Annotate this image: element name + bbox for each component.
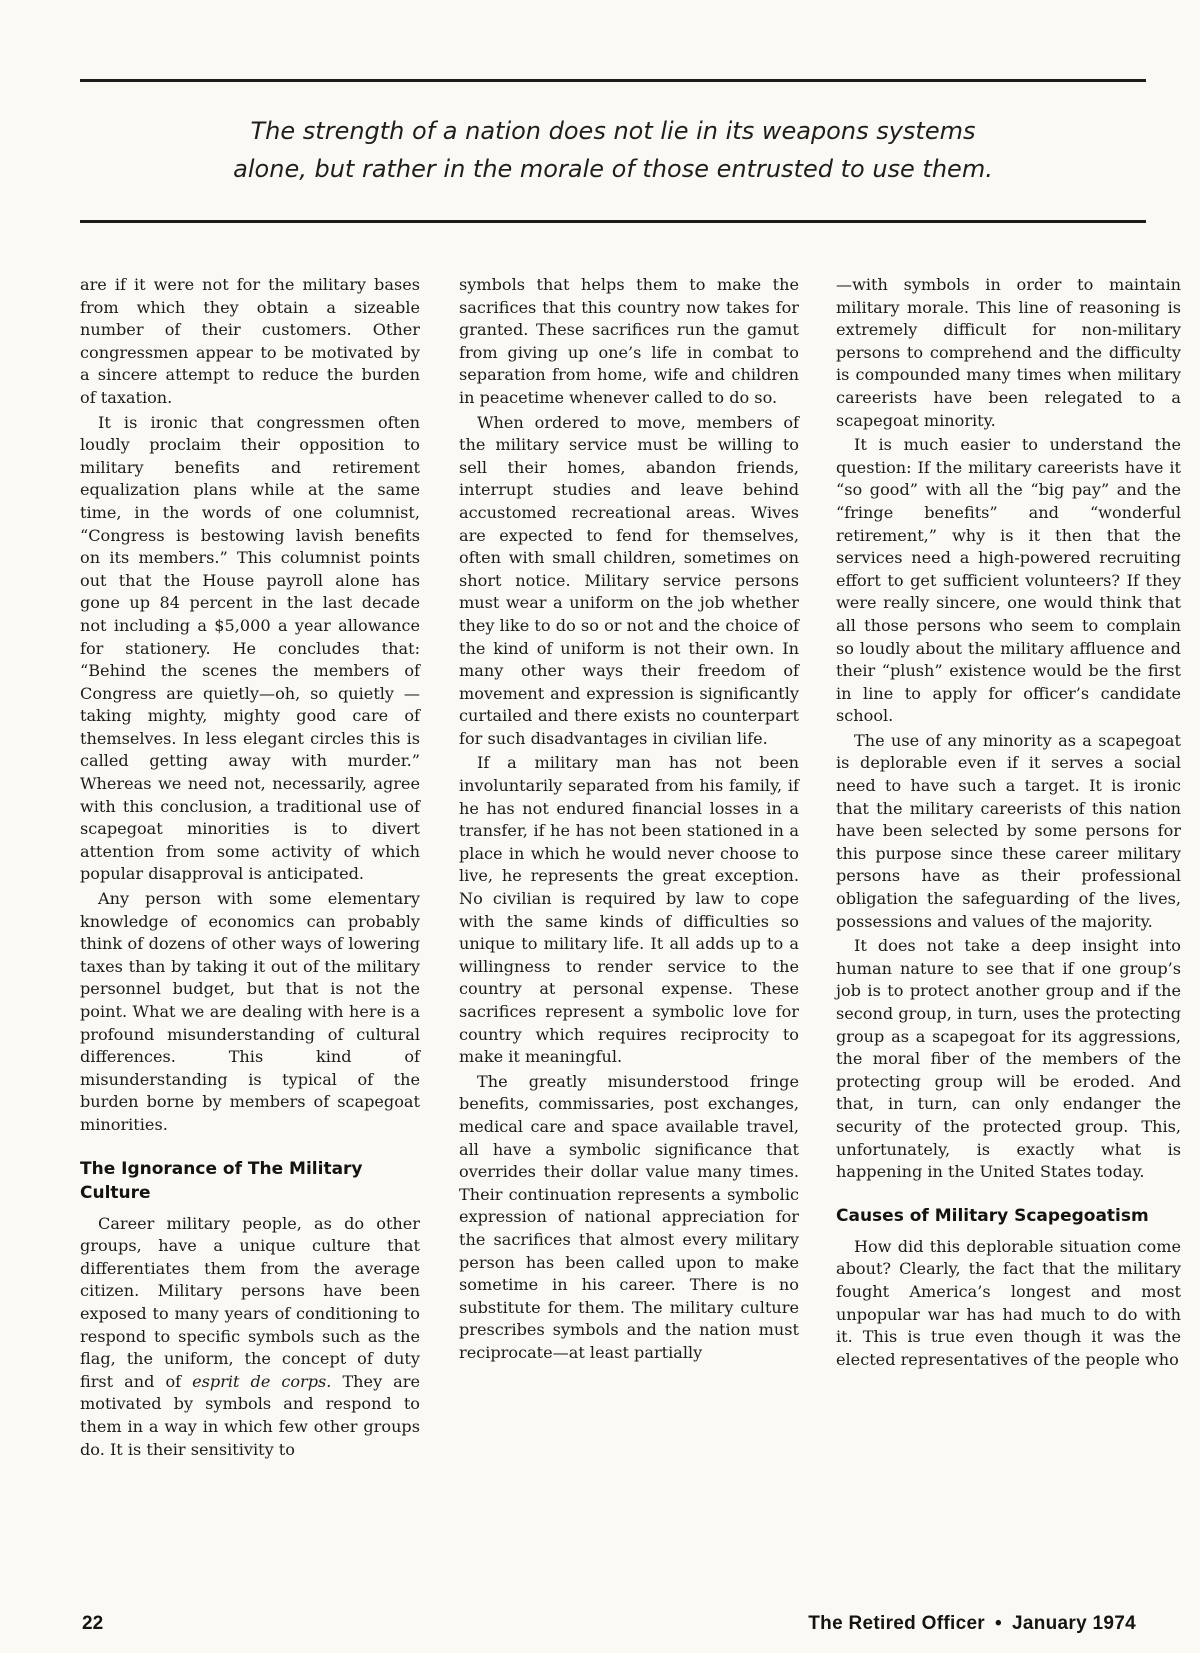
paragraph-text: Career military people, as do other groups, have a unique culture that differentiates them from the average citizen. Military persons have been exposed to many years of conditioning to respond to specific symbols such as the flag, the uniform, the concept of duty first and of <box>80 1213 420 1391</box>
bottom-rule <box>80 220 1146 223</box>
paragraph: —with symbols in order to maintain military morale. This line of reasoning is extremely difficult for non-military persons to comprehend and the difficulty is compounded many times when military careerists have been relegated to a scapegoat minority. <box>836 275 1181 430</box>
publication-name: The Retired Officer <box>808 1613 986 1634</box>
paragraph: The use of any minority as a scapegoat is deplorable even if it serves a social need to have such a target. It is ironic that the military careerists of this nation have been selected by some persons for this purpose since these career military persons have as their professional obligation the safeguarding of the lives, possessions and values of the majority. <box>836 730 1181 931</box>
issue-date: January 1974 <box>1011 1613 1136 1634</box>
paragraph: are if it were not for the military bases from which they obtain a sizeable number of their customers. Other congressmen appear to be motivated by a sincere attempt to reduce the burden of taxation. <box>80 275 420 407</box>
paragraph: symbols that helps them to make the sacrifices that this country now takes for granted. These sacrifices run the gamut from giving up one’s life in combat to separation from home, wife and children in peacetime whenever called to do so. <box>459 275 799 407</box>
pull-quote-line-2: alone, but rather in the morale of those entrusted to use them. <box>233 155 993 183</box>
top-rule <box>80 79 1146 82</box>
paragraph: It does not take a deep insight into human nature to see that if one group’s job is to protect another group and if the second group, in turn, uses the protecting group as a scapegoat for its aggressions, the moral fiber of the members of the protecting group will be eroded. And that, in turn, can only endanger the security of the protected group. This, unfortunately, is exactly what is happening in the United States today. <box>836 936 1181 1182</box>
article-column-3 <box>836 274 1181 1373</box>
paragraph: Any person with some elementary knowledge of economics can probably think of dozens of other ways of lowering taxes than by taking it out of the military personnel budget, but that is not the point. What we are dealing with here is a profound misunderstanding of cultural differences. This kind of misunderstanding is typical of the burden borne by members of scapegoat minorities. <box>80 889 420 1134</box>
page-number: 22 <box>82 1613 104 1634</box>
pull-quote <box>80 112 1146 188</box>
paragraph: It is ironic that congressmen often loudly proclaim their opposition to military benefits and retirement equalization plans while at the same time, in the words of one columnist, “Congress is bestowing lavish benefits on its members.” This columnist points out that the House payroll alone has gone up 84 percent in the last decade not including a $5,000 a year allowance for stationery. He concludes that: “Behind the scenes the members of Congress are quietly—oh, so quietly —taking mighty, mighty good care of themselves. In less elegant circles this is called getting away with murder.” Whereas we need not, necessarily, agree with this conclusion, a traditional use of scapegoat minorities is to divert attention from some activity of which popular disapproval is anticipated. <box>80 412 420 884</box>
paragraph: The greatly misunderstood fringe benefits, commissaries, post exchanges, medical care and space available travel, all have a symbolic significance that overrides their dollar value many times. Their continuation represents a symbolic expression of national appreciation for the sacrifices that almost every military person has been called upon to make sometime in his career. There is no substitute for them. The military culture prescribes symbols and the nation must reciprocate—at least partially <box>459 1071 799 1362</box>
paragraph: It is much easier to understand the question: If the military careerists have it “so good” with all the “big pay” and the “fringe benefits” and “wonderful retirement,” why is it then that the services need a high-powered recruiting effort to get sufficient volunteers? If they were really sincere, one would think that all those persons who seem to complain so loudly about the military affluence and their “plush” existence would be the first in line to apply for officer’s candidate school. <box>836 435 1181 726</box>
article-column-1 <box>80 274 420 1463</box>
paragraph-text: They are motivated by symbols and respond to them in a way in which few other groups do. It is their sensitivity to <box>80 1371 420 1459</box>
paragraph: How did this deplorable situation come about? Clearly, the fact that the military fought America’s longest and most unpopular war has had much to do with it. This is true even though it was the elected representatives of the people who <box>836 1236 1181 1369</box>
section-heading-causes: Causes of Military Scapegoatism <box>836 1205 1149 1226</box>
page-footer <box>0 1613 1200 1643</box>
paragraph: When ordered to move, members of the military service must be willing to sell their homes, abandon friends, interrupt studies and leave behind accustomed recreational areas. Wives are expected to fend for themselves, often with small children, sometimes on short notice. Military service persons must wear a uniform on the job whether they like to do so or not and the choice of the kind of uniform is not their own. In many other ways their freedom of movement and expression is significantly curtailed and there exists no counterpart for such disadvantages in civilian life. <box>459 412 799 748</box>
running-footer <box>808 1613 1136 1635</box>
bullet-separator: • <box>995 1613 1002 1634</box>
article-column-2 <box>459 274 799 1367</box>
pull-quote-line-1: The strength of a nation does not lie in its weapons systems <box>250 117 976 145</box>
paragraph: If a military man has not been involuntarily separated from his family, if he has not endured financial losses in a transfer, if he has not been stationed in a place in which he would never choose to live, he represents the great exception. No civilian is required by law to cope with the same kinds of difficulties so unique to military life. It all adds up to a willingness to render service to the country at personal expense. These sacrifices represent a symbolic love for country which requires reciprocity to make it meaningful. <box>459 753 799 1067</box>
paragraph <box>80 1213 420 1462</box>
italic-phrase: esprit de corps. <box>192 1371 332 1391</box>
section-heading-ignorance: The Ignorance of The Military Culture <box>80 1158 363 1203</box>
